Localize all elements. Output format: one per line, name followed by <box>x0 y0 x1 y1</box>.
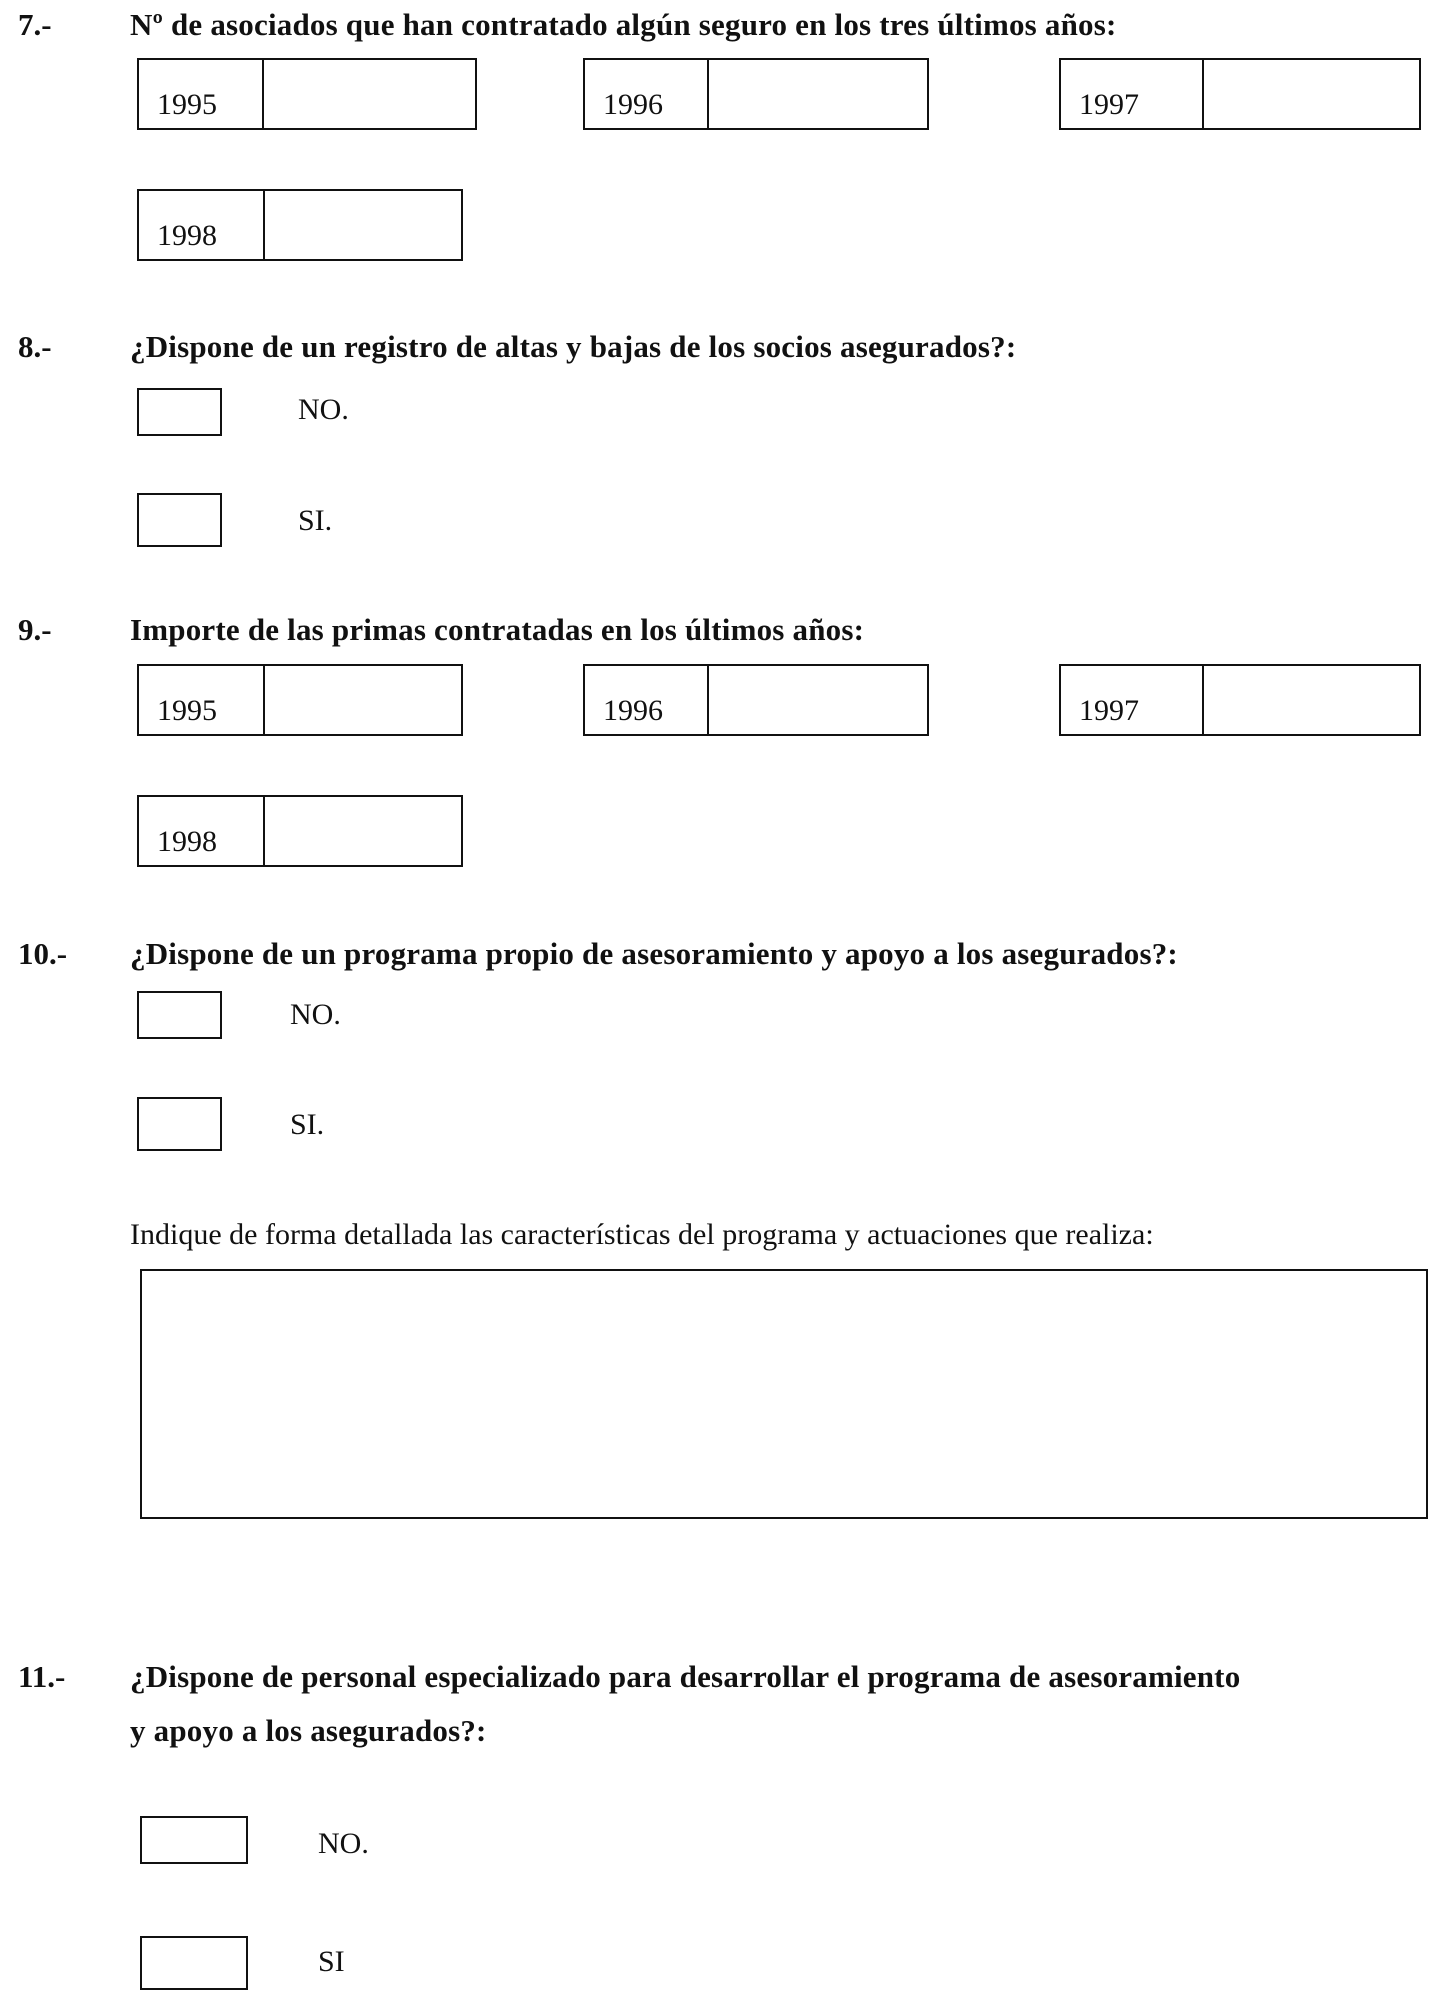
year-label: 1997 <box>1061 666 1204 734</box>
year-label: 1998 <box>139 191 265 259</box>
q8-question: ¿Dispone de un registro de altas y bajas de los socios asegurados?: <box>130 329 1017 364</box>
q9-input-1995[interactable] <box>265 666 461 734</box>
q7-question: Nº de asociados que han contratado algún seguro en los tres últimos años: <box>130 7 1117 42</box>
q10-number: 10.- <box>18 936 68 971</box>
q10-no-label: NO. <box>290 998 341 1031</box>
q11-number: 11.- <box>18 1659 66 1694</box>
q8-no-checkbox[interactable] <box>137 388 222 436</box>
year-label: 1997 <box>1061 60 1204 128</box>
q10-detail-textarea[interactable] <box>140 1269 1428 1519</box>
q10-si-label: SI. <box>290 1108 325 1141</box>
q9-number: 9.- <box>18 612 52 647</box>
q9-year-field-1996 <box>583 664 929 736</box>
q7-input-1995[interactable] <box>264 60 475 128</box>
q11-question-line1: ¿Dispone de personal especializado para desarrollar el programa de asesoramiento <box>130 1659 1241 1694</box>
q10-no-checkbox[interactable] <box>137 991 222 1039</box>
q9-year-field-1997 <box>1059 664 1421 736</box>
q7-year-field-1998 <box>137 189 463 261</box>
q9-input-1997[interactable] <box>1204 666 1419 734</box>
q10-detail-prompt: Indique de forma detallada las características del programa y actuaciones que realiza: <box>130 1218 1154 1251</box>
q7-input-1997[interactable] <box>1204 60 1419 128</box>
q7-input-1998[interactable] <box>265 191 461 259</box>
year-label: 1995 <box>139 60 264 128</box>
q8-si-checkbox[interactable] <box>137 493 222 547</box>
q7-year-field-1996 <box>583 58 929 130</box>
year-label: 1995 <box>139 666 265 734</box>
q9-question: Importe de las primas contratadas en los últimos años: <box>130 612 865 647</box>
q7-year-field-1997 <box>1059 58 1421 130</box>
q11-no-label: NO. <box>318 1827 369 1860</box>
q8-si-label: SI. <box>298 504 333 537</box>
q11-si-label: SI <box>318 1945 345 1978</box>
q11-question-line2: y apoyo a los asegurados?: <box>130 1713 487 1748</box>
q10-si-checkbox[interactable] <box>137 1097 222 1151</box>
year-label: 1998 <box>139 797 265 865</box>
q9-input-1998[interactable] <box>265 797 461 865</box>
q11-si-checkbox[interactable] <box>140 1936 248 1990</box>
year-label: 1996 <box>585 666 709 734</box>
q9-year-field-1995 <box>137 664 463 736</box>
q8-no-label: NO. <box>298 393 349 426</box>
q7-input-1996[interactable] <box>709 60 927 128</box>
q7-year-field-1995 <box>137 58 477 130</box>
q10-question: ¿Dispone de un programa propio de asesoramiento y apoyo a los asegurados?: <box>130 936 1178 971</box>
q11-no-checkbox[interactable] <box>140 1816 248 1864</box>
year-label: 1996 <box>585 60 709 128</box>
q9-year-field-1998 <box>137 795 463 867</box>
q7-number: 7.- <box>18 7 52 42</box>
q8-number: 8.- <box>18 329 52 364</box>
q9-input-1996[interactable] <box>709 666 927 734</box>
